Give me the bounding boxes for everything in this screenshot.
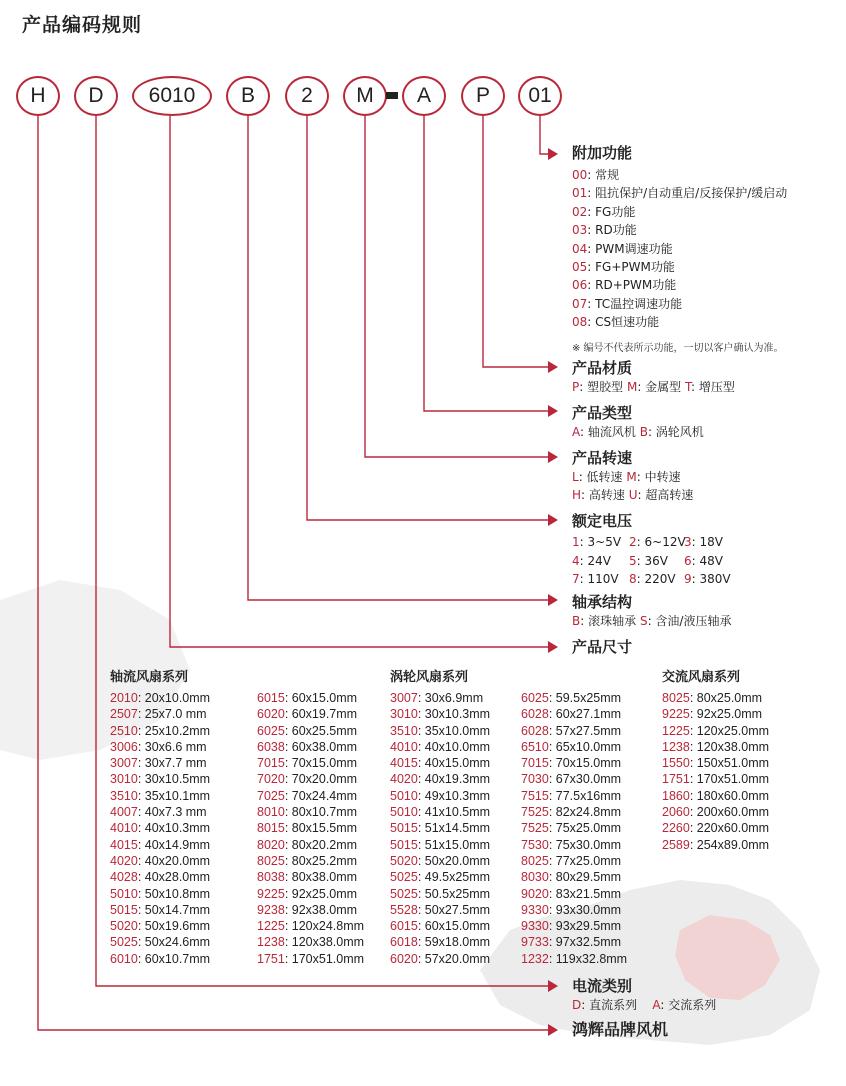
size-code: 9225 bbox=[662, 707, 690, 722]
size-dimension: 50x10.8mm bbox=[144, 886, 211, 901]
size-dimension: 30x10.3mm bbox=[424, 707, 491, 722]
size-dimension: 60x27.1mm bbox=[555, 707, 622, 722]
size-code: 7015 bbox=[257, 756, 285, 771]
size-code: 3006 bbox=[110, 739, 138, 754]
size-row: 7015: 70x15.0mm bbox=[257, 756, 358, 771]
size-row: 8025: 77x25.0mm bbox=[521, 853, 622, 868]
size-row: 6025: 60x25.5mm bbox=[257, 723, 358, 738]
size-dimension: 40x10.3mm bbox=[144, 821, 211, 836]
section-material bbox=[572, 359, 735, 396]
size-dimension: 120x24.8mm bbox=[291, 919, 365, 934]
size-dimension: 40x28.0mm bbox=[144, 870, 211, 885]
size-code: 1860 bbox=[662, 788, 690, 803]
size-code: 7530 bbox=[521, 837, 549, 852]
speed-options-row: L: 低转速 M: 中转速 bbox=[572, 470, 681, 484]
option-item: 04: PWM调速功能 bbox=[572, 241, 673, 256]
size-dimension: 50x20.0mm bbox=[424, 853, 491, 868]
size-column-turbo-2 bbox=[521, 690, 627, 967]
size-code: 6025 bbox=[257, 723, 285, 738]
size-code: 4010 bbox=[390, 739, 418, 754]
section-brand bbox=[572, 1020, 668, 1039]
size-code: 6015 bbox=[390, 919, 418, 934]
size-dimension: 59.5x25mm bbox=[555, 691, 622, 705]
size-row: 6020: 60x19.7mm bbox=[257, 707, 358, 722]
size-code: 1238 bbox=[257, 935, 285, 950]
size-row: 8030: 80x29.5mm bbox=[521, 870, 622, 885]
size-code: 4020 bbox=[390, 772, 418, 787]
size-code: 9225 bbox=[257, 886, 285, 901]
size-row: 4015: 40x14.9mm bbox=[110, 837, 211, 852]
size-dimension: 92x25.0mm bbox=[696, 707, 763, 722]
size-row: 5015: 51x15.0mm bbox=[390, 837, 491, 852]
type-options: A: 轴流风机 B: 涡轮风机 bbox=[572, 425, 704, 439]
size-dimension: 60x15.0mm bbox=[291, 691, 358, 705]
size-code: 2260 bbox=[662, 821, 690, 836]
size-dimension: 92x38.0mm bbox=[291, 902, 358, 917]
code-bearing-b: B bbox=[226, 76, 270, 116]
size-row: 7515: 77.5x16mm bbox=[521, 788, 622, 803]
option-item: 1: 3~5V bbox=[572, 535, 622, 549]
option-item: 01: 阻抗保护/自动重启/反接保护/缓启动 bbox=[572, 186, 788, 201]
size-dimension: 51x15.0mm bbox=[424, 837, 491, 852]
size-dimension: 120x38.0mm bbox=[291, 935, 365, 950]
size-row: 9020: 83x21.5mm bbox=[521, 886, 622, 901]
size-column-ac bbox=[662, 690, 769, 853]
size-dimension: 82x24.8mm bbox=[555, 805, 622, 820]
option-item: 7: 110V bbox=[572, 572, 619, 586]
size-row: 6025: 59.5x25mm bbox=[521, 691, 622, 705]
size-code: 4015 bbox=[390, 756, 418, 771]
size-code: 2589 bbox=[662, 837, 690, 852]
size-row: 6028: 60x27.1mm bbox=[521, 707, 622, 722]
section-size bbox=[572, 638, 632, 657]
size-row: 1232: 119x32.8mm bbox=[521, 951, 628, 966]
size-code: 8010 bbox=[257, 805, 285, 820]
size-code: 4028 bbox=[110, 870, 138, 885]
size-code: 2060 bbox=[662, 805, 690, 820]
size-row: 1860: 180x60.0mm bbox=[662, 788, 770, 803]
size-row: 1550: 150x51.0mm bbox=[662, 756, 770, 771]
size-row: 5025: 50.5x25mm bbox=[390, 886, 491, 901]
size-row: 5010: 49x10.3mm bbox=[390, 788, 491, 803]
size-dimension: 80x10.7mm bbox=[291, 805, 358, 820]
option-item: 06: RD+PWM功能 bbox=[572, 278, 677, 293]
size-row: 7525: 82x24.8mm bbox=[521, 805, 622, 820]
size-dimension: 40x10.0mm bbox=[424, 739, 491, 754]
size-row: 1751: 170x51.0mm bbox=[662, 772, 770, 787]
size-code: 9330 bbox=[521, 919, 549, 934]
size-code: 3510 bbox=[110, 788, 138, 803]
size-dimension: 40x19.3mm bbox=[424, 772, 491, 787]
size-dimension: 60x19.7mm bbox=[291, 707, 358, 722]
size-dimension: 40x7.3 mm bbox=[144, 805, 207, 820]
size-row: 5015: 50x14.7mm bbox=[110, 902, 211, 917]
size-row: 8020: 80x20.2mm bbox=[257, 837, 358, 852]
size-dimension: 77.5x16mm bbox=[555, 788, 622, 803]
size-code: 2510 bbox=[110, 723, 138, 738]
size-dimension: 60x15.0mm bbox=[424, 919, 491, 934]
section-title: 附加功能 bbox=[572, 144, 633, 162]
option-item: 2: 6~12V bbox=[629, 535, 686, 549]
option-item: 6: 48V bbox=[684, 553, 723, 568]
size-row: 5025: 49.5x25mm bbox=[390, 870, 491, 885]
size-code: 5025 bbox=[390, 870, 418, 885]
size-dimension: 60x10.7mm bbox=[144, 951, 211, 966]
size-code: 7525 bbox=[521, 821, 549, 836]
size-dimension: 70x15.0mm bbox=[291, 756, 358, 771]
size-row: 5025: 50x24.6mm bbox=[110, 935, 211, 950]
size-row: 8010: 80x10.7mm bbox=[257, 805, 358, 820]
size-row: 1225: 120x24.8mm bbox=[257, 919, 365, 934]
size-dimension: 70x20.0mm bbox=[291, 772, 358, 787]
size-row: 1225: 120x25.0mm bbox=[662, 723, 770, 738]
size-row: 4020: 40x20.0mm bbox=[110, 853, 211, 868]
size-code: 1238 bbox=[662, 739, 690, 754]
size-row: 3510: 35x10.1mm bbox=[110, 788, 211, 803]
size-code: 6510 bbox=[521, 739, 549, 754]
size-code: 6028 bbox=[521, 707, 549, 722]
size-dimension: 49.5x25mm bbox=[424, 870, 491, 885]
size-code: 1232 bbox=[521, 951, 549, 966]
size-row: 9238: 92x38.0mm bbox=[257, 902, 358, 917]
size-row: 7525: 75x25.0mm bbox=[521, 821, 622, 836]
size-dimension: 75x25.0mm bbox=[555, 821, 622, 836]
size-dimension: 30x7.7 mm bbox=[144, 756, 207, 771]
size-code: 4007 bbox=[110, 805, 138, 820]
size-code: 3007 bbox=[110, 756, 138, 771]
size-code: 5020 bbox=[390, 853, 418, 868]
size-code: 9330 bbox=[521, 902, 549, 917]
size-dimension: 93x30.0mm bbox=[555, 902, 622, 917]
voltage-options-grid bbox=[572, 533, 739, 589]
size-dimension: 67x30.0mm bbox=[555, 772, 622, 787]
size-code: 5025 bbox=[110, 935, 138, 950]
size-row: 6038: 60x38.0mm bbox=[257, 739, 358, 754]
size-row: 1751: 170x51.0mm bbox=[257, 951, 365, 966]
section-current bbox=[572, 977, 716, 1014]
size-dimension: 80x20.2mm bbox=[291, 837, 358, 852]
size-code: 8025 bbox=[662, 691, 690, 705]
size-code: 1751 bbox=[662, 772, 690, 787]
code-brand-h: H bbox=[16, 76, 60, 116]
size-code: 2010 bbox=[110, 691, 138, 705]
size-column-turbo-1 bbox=[390, 690, 490, 967]
size-row: 9330: 93x30.0mm bbox=[521, 902, 622, 917]
size-row: 4020: 40x19.3mm bbox=[390, 772, 491, 787]
size-row: 4015: 40x15.0mm bbox=[390, 756, 491, 771]
option-item: 8: 220V bbox=[629, 572, 676, 586]
size-code: 6015 bbox=[257, 691, 285, 705]
size-code: 3510 bbox=[390, 723, 418, 738]
size-dimension: 40x20.0mm bbox=[144, 853, 211, 868]
size-dimension: 170x51.0mm bbox=[291, 951, 365, 966]
size-dimension: 200x60.0mm bbox=[696, 805, 770, 820]
size-row: 8025: 80x25.0mm bbox=[662, 691, 763, 705]
size-dimension: 170x51.0mm bbox=[696, 772, 770, 787]
size-dimension: 70x15.0mm bbox=[555, 756, 622, 771]
size-code: 5010 bbox=[390, 805, 418, 820]
section-title: 产品尺寸 bbox=[572, 638, 633, 656]
size-dimension: 50x27.5mm bbox=[424, 902, 491, 917]
size-code: 3007 bbox=[390, 691, 418, 705]
size-dimension: 120x38.0mm bbox=[696, 739, 770, 754]
option-item: 02: FG功能 bbox=[572, 204, 636, 219]
size-dimension: 51x14.5mm bbox=[424, 821, 491, 836]
size-row: 4028: 40x28.0mm bbox=[110, 870, 211, 885]
size-code: 8015 bbox=[257, 821, 285, 836]
size-code: 5015 bbox=[390, 837, 418, 852]
section-title: 轴承结构 bbox=[572, 593, 633, 611]
size-row: 5020: 50x19.6mm bbox=[110, 919, 211, 934]
size-dimension: 254x89.0mm bbox=[696, 837, 770, 852]
size-row: 4007: 40x7.3 mm bbox=[110, 805, 207, 820]
size-code: 6025 bbox=[521, 691, 549, 705]
size-row: 5020: 50x20.0mm bbox=[390, 853, 491, 868]
size-row: 2589: 254x89.0mm bbox=[662, 837, 770, 852]
size-row: 2060: 200x60.0mm bbox=[662, 805, 770, 820]
size-code: 5020 bbox=[110, 919, 138, 934]
size-dimension: 150x51.0mm bbox=[696, 756, 770, 771]
size-dimension: 59x18.0mm bbox=[424, 935, 491, 950]
ac-series-title: 交流风扇系列 bbox=[662, 670, 741, 685]
turbo-series-title: 涡轮风扇系列 bbox=[390, 670, 469, 685]
size-dimension: 77x25.0mm bbox=[555, 853, 622, 868]
size-code: 5528 bbox=[390, 902, 418, 917]
size-row: 8025: 80x25.2mm bbox=[257, 853, 358, 868]
size-row: 4010: 40x10.3mm bbox=[110, 821, 211, 836]
size-row: 3007: 30x6.9mm bbox=[390, 691, 484, 705]
code-voltage-2: 2 bbox=[285, 76, 329, 116]
size-dimension: 83x21.5mm bbox=[555, 886, 622, 901]
size-row: 6028: 57x27.5mm bbox=[521, 723, 622, 738]
size-dimension: 80x29.5mm bbox=[555, 870, 622, 885]
section-title: 鸿辉品牌风机 bbox=[572, 1020, 669, 1039]
size-code: 8020 bbox=[257, 837, 285, 852]
size-row: 3006: 30x6.6 mm bbox=[110, 739, 207, 754]
size-code: 8025 bbox=[521, 853, 549, 868]
section-extra-functions bbox=[572, 144, 787, 354]
size-code: 7525 bbox=[521, 805, 549, 820]
size-dimension: 35x10.1mm bbox=[144, 788, 211, 803]
option-item: 9: 380V bbox=[684, 572, 731, 586]
code-speed-m: M bbox=[343, 76, 387, 116]
option-item: 4: 24V bbox=[572, 553, 611, 568]
size-row: 1238: 120x38.0mm bbox=[662, 739, 770, 754]
code-material-p: P bbox=[461, 76, 505, 116]
size-dimension: 35x10.0mm bbox=[424, 723, 491, 738]
code-size-6010: 6010 bbox=[132, 76, 212, 116]
size-dimension: 80x25.2mm bbox=[291, 853, 358, 868]
section-voltage bbox=[572, 512, 739, 589]
size-dimension: 30x6.9mm bbox=[424, 691, 484, 705]
size-dimension: 220x60.0mm bbox=[696, 821, 770, 836]
size-row: 6018: 59x18.0mm bbox=[390, 935, 491, 950]
size-row: 5528: 50x27.5mm bbox=[390, 902, 491, 917]
option-item: 07: TC温控调速功能 bbox=[572, 296, 683, 311]
size-row: 2260: 220x60.0mm bbox=[662, 821, 770, 836]
size-dimension: 92x25.0mm bbox=[291, 886, 358, 901]
axial-series-title: 轴流风扇系列 bbox=[110, 670, 189, 685]
size-code: 7015 bbox=[521, 756, 549, 771]
speed-options-row: H: 高转速 U: 超高转速 bbox=[572, 488, 694, 503]
size-row: 3010: 30x10.5mm bbox=[110, 772, 211, 787]
size-code: 5015 bbox=[390, 821, 418, 836]
section-title: 产品材质 bbox=[572, 359, 633, 377]
section-bearing bbox=[572, 593, 731, 630]
code-extra-01: 01 bbox=[518, 76, 562, 116]
size-code: 5015 bbox=[110, 902, 138, 917]
size-code: 1751 bbox=[257, 951, 285, 966]
size-dimension: 50.5x25mm bbox=[424, 886, 491, 901]
size-row: 9225: 92x25.0mm bbox=[257, 886, 358, 901]
size-code: 7025 bbox=[257, 788, 285, 803]
code-dash bbox=[386, 92, 398, 99]
size-code: 6038 bbox=[257, 739, 285, 754]
size-row: 5010: 50x10.8mm bbox=[110, 886, 211, 901]
size-code: 3010 bbox=[390, 707, 418, 722]
size-dimension: 70x24.4mm bbox=[291, 788, 358, 803]
size-dimension: 80x15.5mm bbox=[291, 821, 358, 836]
size-row: 7025: 70x24.4mm bbox=[257, 788, 358, 803]
size-code: 6028 bbox=[521, 723, 549, 738]
size-dimension: 50x19.6mm bbox=[144, 919, 211, 934]
size-dimension: 80x38.0mm bbox=[291, 870, 358, 885]
size-code: 4020 bbox=[110, 853, 138, 868]
size-code: 6010 bbox=[110, 951, 138, 966]
size-dimension: 80x25.0mm bbox=[696, 691, 763, 705]
size-row: 4010: 40x10.0mm bbox=[390, 739, 491, 754]
size-row: 8038: 80x38.0mm bbox=[257, 870, 358, 885]
section-type bbox=[572, 404, 704, 441]
size-dimension: 20x10.0mm bbox=[144, 691, 211, 705]
size-row: 6020: 57x20.0mm bbox=[390, 951, 491, 966]
page-title: 产品编码规则 bbox=[22, 14, 143, 36]
size-code: 5010 bbox=[110, 886, 138, 901]
size-code: 4015 bbox=[110, 837, 138, 852]
size-code: 9238 bbox=[257, 902, 285, 917]
size-code: 5025 bbox=[390, 886, 418, 901]
size-dimension: 50x14.7mm bbox=[144, 902, 211, 917]
size-code: 8030 bbox=[521, 870, 549, 885]
option-item: 00: 常规 bbox=[572, 168, 620, 182]
size-code: 9020 bbox=[521, 886, 549, 901]
size-code: 6020 bbox=[257, 707, 285, 722]
section-title: 产品类型 bbox=[572, 404, 633, 422]
section-title: 产品转速 bbox=[572, 449, 633, 467]
size-code: 5010 bbox=[390, 788, 418, 803]
size-row: 5015: 51x14.5mm bbox=[390, 821, 491, 836]
size-row: 3007: 30x7.7 mm bbox=[110, 756, 207, 771]
size-code: 6020 bbox=[390, 951, 418, 966]
option-item: 03: RD功能 bbox=[572, 223, 637, 238]
current-options: D: 直流系列 A: 交流系列 bbox=[572, 998, 717, 1012]
size-dimension: 40x15.0mm bbox=[424, 756, 491, 771]
size-code: 7515 bbox=[521, 788, 549, 803]
size-dimension: 57x20.0mm bbox=[424, 951, 491, 966]
size-row: 7030: 67x30.0mm bbox=[521, 772, 622, 787]
size-code: 8025 bbox=[257, 853, 285, 868]
size-code: 8038 bbox=[257, 870, 285, 885]
option-item: 5: 36V bbox=[629, 553, 668, 568]
size-row: 3010: 30x10.3mm bbox=[390, 707, 491, 722]
size-dimension: 40x14.9mm bbox=[144, 837, 211, 852]
section-title: 额定电压 bbox=[572, 512, 633, 530]
size-row: 9330: 93x29.5mm bbox=[521, 919, 622, 934]
size-code: 2507 bbox=[110, 707, 138, 722]
size-code: 1225 bbox=[662, 723, 690, 738]
size-dimension: 97x32.5mm bbox=[555, 935, 622, 950]
extra-options-list bbox=[572, 166, 787, 332]
option-item: 08: CS恒速功能 bbox=[572, 315, 660, 330]
size-code: 1550 bbox=[662, 756, 690, 771]
size-row: 5010: 41x10.5mm bbox=[390, 805, 491, 820]
size-row: 6010: 60x10.7mm bbox=[110, 951, 211, 966]
size-column-axial-2 bbox=[257, 690, 364, 967]
size-dimension: 30x6.6 mm bbox=[144, 739, 207, 754]
size-dimension: 49x10.3mm bbox=[424, 788, 491, 803]
size-dimension: 30x10.5mm bbox=[144, 772, 211, 787]
size-dimension: 25x10.2mm bbox=[144, 723, 211, 738]
material-options: P: 塑胶型 M: 金属型 T: 增压型 bbox=[572, 380, 735, 394]
size-dimension: 60x38.0mm bbox=[291, 739, 358, 754]
option-item: 3: 18V bbox=[684, 535, 723, 549]
option-item: 05: FG+PWM功能 bbox=[572, 260, 675, 275]
size-row: 7015: 70x15.0mm bbox=[521, 756, 622, 771]
size-dimension: 93x29.5mm bbox=[555, 919, 622, 934]
size-code: 6018 bbox=[390, 935, 418, 950]
size-row: 6015: 60x15.0mm bbox=[257, 691, 358, 705]
size-row: 9225: 92x25.0mm bbox=[662, 707, 763, 722]
size-row: 7530: 75x30.0mm bbox=[521, 837, 622, 852]
size-dimension: 25x7.0 mm bbox=[144, 707, 207, 722]
size-dimension: 41x10.5mm bbox=[424, 805, 491, 820]
size-code: 7020 bbox=[257, 772, 285, 787]
section-title: 电流类别 bbox=[572, 977, 633, 995]
size-code: 1225 bbox=[257, 919, 285, 934]
section-speed bbox=[572, 449, 693, 505]
size-dimension: 60x25.5mm bbox=[291, 723, 358, 738]
size-row: 7020: 70x20.0mm bbox=[257, 772, 358, 787]
size-dimension: 180x60.0mm bbox=[696, 788, 770, 803]
size-dimension: 120x25.0mm bbox=[696, 723, 770, 738]
code-current-d: D bbox=[74, 76, 118, 116]
size-row: 3510: 35x10.0mm bbox=[390, 723, 491, 738]
bearing-options: B: 滚珠轴承 S: 含油/液压轴承 bbox=[572, 614, 732, 628]
size-code: 7030 bbox=[521, 772, 549, 787]
size-dimension: 75x30.0mm bbox=[555, 837, 622, 852]
size-row: 6510: 65x10.0mm bbox=[521, 739, 622, 754]
disclaimer-note: ※ 编号不代表所示功能，一切以客户确认为准。 bbox=[572, 342, 784, 354]
size-code: 9733 bbox=[521, 935, 549, 950]
code-type-a: A bbox=[402, 76, 446, 116]
size-row: 2507: 25x7.0 mm bbox=[110, 707, 207, 722]
size-row: 6015: 60x15.0mm bbox=[390, 919, 491, 934]
size-row: 2510: 25x10.2mm bbox=[110, 723, 211, 738]
size-dimension: 50x24.6mm bbox=[144, 935, 211, 950]
size-row: 1238: 120x38.0mm bbox=[257, 935, 365, 950]
size-code: 3010 bbox=[110, 772, 138, 787]
size-row: 2010: 20x10.0mm bbox=[110, 691, 211, 705]
size-row: 8015: 80x15.5mm bbox=[257, 821, 358, 836]
size-row: 9733: 97x32.5mm bbox=[521, 935, 622, 950]
size-dimension: 65x10.0mm bbox=[555, 739, 622, 754]
size-dimension: 57x27.5mm bbox=[555, 723, 622, 738]
size-dimension: 119x32.8mm bbox=[555, 951, 628, 966]
size-column-axial-1 bbox=[110, 690, 210, 967]
size-code: 4010 bbox=[110, 821, 138, 836]
